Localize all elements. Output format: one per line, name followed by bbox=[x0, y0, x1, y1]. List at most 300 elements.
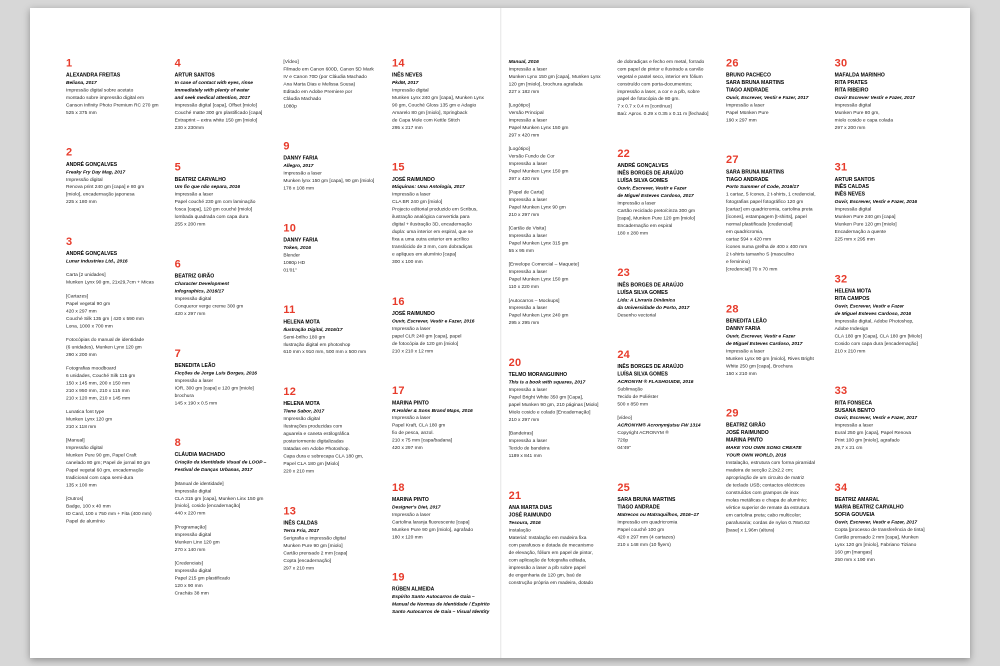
artist-name: BENEDITA LEÃO bbox=[174, 362, 216, 369]
spec-line: apropriação de um circuito de matriz bbox=[726, 475, 805, 481]
spec-line: 297 x 420 mm bbox=[508, 132, 540, 138]
spec-line: 300 x 100 mm bbox=[392, 259, 423, 265]
entry-number: 14 bbox=[392, 56, 405, 69]
entry-number: 16 bbox=[392, 295, 405, 308]
spec-line: 150 x 145 mm, 200 x 150 mm bbox=[66, 380, 131, 386]
spec-line: de fotocópia de 120 gm [miolo] bbox=[392, 340, 459, 347]
spec-line: [vídeo] bbox=[617, 415, 632, 421]
work-title: Festival de Danças Urbanas, 2017 bbox=[174, 467, 253, 473]
spec-line: Tecido de Poliéster bbox=[617, 394, 659, 400]
entry-5 bbox=[175, 162, 277, 228]
entry-number: 7 bbox=[174, 347, 182, 360]
spec-line: 135 x 100 mm bbox=[66, 482, 97, 488]
spec-line: Impressão a laser bbox=[726, 102, 765, 108]
spec-line: construídos com grampos de inox bbox=[726, 490, 799, 496]
spec-line: Impressão a laser bbox=[834, 422, 874, 429]
work-title: In case of contact with eyes, rinse bbox=[174, 80, 253, 86]
spec-line: Blender bbox=[283, 252, 301, 258]
spec-line: 500 x 850 mm bbox=[617, 401, 648, 407]
work-title: Espírito Santo Autocarros de Gaia – bbox=[392, 593, 475, 600]
artist-name: LUÍSA SILVA GOMES bbox=[617, 289, 668, 296]
work-title: Ouvir, Escrever, Vestir e Fazer, 2017 bbox=[834, 519, 918, 525]
spec-line: 180 x 280 mm bbox=[617, 230, 648, 236]
spec-line: Impressão digital bbox=[392, 87, 429, 93]
artist-name: SUSANA BENTO bbox=[834, 407, 875, 414]
spec-line: [ícones], estampagem [t-shirts], papel bbox=[726, 214, 807, 220]
artist-name: DANNY FARIA bbox=[726, 325, 761, 332]
artist-name: INÊS CALDAS bbox=[834, 184, 869, 190]
artist-name: JOSÉ RAIMUNDO bbox=[726, 430, 769, 436]
entry-continuation bbox=[617, 58, 719, 118]
spec-line: 29,7 x 21 cm bbox=[834, 445, 863, 451]
spec-line: Papel Munken Lynx 315 gm bbox=[508, 240, 569, 246]
entry-10 bbox=[283, 223, 385, 274]
spec-line: 1080p HD bbox=[283, 259, 306, 266]
column-1 bbox=[66, 58, 175, 615]
work-title: Santo Autocarros de Gaia – Visual Identity bbox=[392, 608, 490, 615]
entry-number: 12 bbox=[283, 385, 297, 398]
spec-line: Munken Lynx 240 gm [capa], Munken Lynx bbox=[392, 94, 484, 101]
spec-line: Cartolina laranja fluorescente [capa] bbox=[392, 519, 470, 525]
spec-line: 210 x 297 mm bbox=[508, 212, 540, 218]
work-title: Ilustração Digital, 2016/17 bbox=[283, 326, 343, 333]
spec-line: White 250 gm [capa], Brochura bbox=[726, 363, 793, 369]
entry-32 bbox=[835, 274, 937, 355]
spec-line: [Vídeo] bbox=[283, 58, 299, 65]
spec-line: Baú: Aprox. 0.29 x 0.35 x 0.11 m [fechado] bbox=[617, 111, 709, 117]
spec-line: Impressão digital bbox=[174, 531, 212, 538]
spec-line: [miolo], cosido [encadernação] bbox=[174, 503, 241, 509]
spec-line: 720p bbox=[617, 437, 629, 443]
spec-line: [miolo], encadernação japonesa bbox=[66, 191, 135, 198]
artist-name: HELENA MOTA bbox=[834, 288, 872, 294]
spec-line: lombada quadrada com capa dura bbox=[174, 214, 249, 220]
work-title: PkdM, 2017 bbox=[392, 80, 419, 86]
artist-name: TIAGO ANDRADE bbox=[726, 87, 769, 93]
spec-line: Impressão a laser bbox=[508, 117, 548, 123]
entry-25 bbox=[617, 483, 719, 549]
spec-line: Papel couchê 100 gm bbox=[617, 527, 665, 533]
spec-line: Copta [encadernação] bbox=[283, 557, 331, 564]
work-title: Ouvir, Escrever, Vestir e Fazer, 2016 bbox=[834, 199, 918, 205]
artist-name: MARINA PINTO bbox=[726, 437, 763, 443]
artist-name: CLÁUDIA MACHADO bbox=[174, 452, 226, 458]
spec-line: 610 mm x 910 mm, 500 mm x 500 mm bbox=[283, 349, 367, 355]
spec-line: Impressão a laser bbox=[392, 415, 431, 421]
spec-line: Miolo cosido e colado [Encadernação] bbox=[508, 409, 591, 415]
spec-line: 255 x 200 mm bbox=[174, 221, 206, 227]
entry-8 bbox=[175, 438, 277, 597]
work-title: Manual, 2016 bbox=[508, 58, 539, 65]
spec-line: Impressão digital, Adobe Photoshop, bbox=[834, 318, 914, 324]
artist-name: INÊS NEVES bbox=[392, 72, 423, 78]
entry-7 bbox=[175, 348, 277, 407]
spec-line: Papel vegetal 60 gm, encadernação bbox=[66, 467, 144, 473]
spec-line: Impressão a laser bbox=[617, 200, 656, 206]
spec-line: construído com porta-documentos; bbox=[617, 81, 693, 87]
artist-name: MARIA BEATRIZ CARVALHO bbox=[834, 504, 904, 510]
artist-name: JOSÉ RAIMUNDO bbox=[392, 311, 435, 317]
work-title: de Miguel Esteves Cardoso, 2016 bbox=[834, 311, 912, 317]
work-title: Beliana, 2017 bbox=[66, 80, 97, 86]
spec-line: Munken Pure 90 gm [miolo] bbox=[283, 542, 343, 549]
spec-line: Papel Kraft, CLA 180 gm bbox=[392, 422, 446, 429]
entry-19 bbox=[392, 572, 494, 616]
spec-line: vértice superior de remate da estrutura bbox=[726, 505, 810, 511]
spec-line: impressão a laser a p/b sobre papel bbox=[508, 564, 586, 571]
spec-line: Impressão digital bbox=[66, 445, 103, 451]
work-title: Ouvir, Escrever, Vestir e Fazer bbox=[834, 303, 904, 309]
entry-30 bbox=[835, 58, 937, 131]
work-title: Manual de Normas de Identidade / Espírito bbox=[392, 601, 490, 607]
work-title: Lunar Industries Ltd., 2016 bbox=[66, 258, 128, 264]
entry-15 bbox=[392, 162, 494, 265]
spec-line: 2 t-shirts tamanho S (masculino bbox=[726, 251, 795, 257]
spec-line: 440 x 220 mm bbox=[174, 510, 206, 517]
entry-number: 4 bbox=[174, 56, 182, 69]
spec-line: Lona, 1000 x 700 mm bbox=[66, 323, 113, 329]
spec-line: de engenharia de 120 gm, baú de bbox=[508, 572, 582, 578]
spec-line: papel CLR 240 gm [capa], papel bbox=[392, 333, 462, 339]
spec-line: 225 x 180 mm bbox=[66, 199, 97, 205]
artist-name: ANDRÉ GONÇALVES bbox=[66, 161, 118, 168]
artist-name: TIAGO ANDRADE bbox=[726, 176, 769, 183]
entry-number: 22 bbox=[617, 147, 630, 160]
work-title: R.Holder & Sons Brand Maps, 2016 bbox=[392, 407, 473, 414]
artist-name: RITA FONSECA bbox=[834, 400, 873, 406]
artist-name: SOFIA GOUVEIA bbox=[834, 512, 875, 518]
artist-name: SARA BRUNA MARTINS bbox=[617, 497, 676, 503]
spec-line: de dobradiças e fecho em metal, forrado bbox=[617, 58, 705, 65]
entry-number: 10 bbox=[283, 221, 297, 234]
spec-line: Sublimação bbox=[617, 386, 643, 392]
spec-line: 178 x 108 mm bbox=[283, 185, 315, 191]
spec-line: Impressão a laser bbox=[392, 191, 431, 198]
spec-line: tratadas em Adobe Photoshop. bbox=[283, 446, 350, 452]
spec-line: 210 x 210 mm bbox=[834, 348, 866, 354]
entry-23 bbox=[617, 268, 719, 319]
spec-line: 297 x 200 mm bbox=[834, 124, 866, 131]
spec-line: 290 x 200 mm bbox=[66, 351, 97, 358]
spec-line: Impressão digital sobre acetato bbox=[66, 87, 134, 93]
column-5 bbox=[509, 58, 618, 615]
work-title: Ficções de Jorge Luís Borges, 2016 bbox=[174, 370, 257, 376]
spec-line: Ilustração digital em photoshop bbox=[283, 341, 351, 348]
entry-number: 23 bbox=[617, 266, 630, 279]
spec-line: (6 unidades), Munken Lynx 120 gm bbox=[66, 344, 142, 350]
spec-line: 297 x 420 mm bbox=[508, 175, 540, 182]
column-2 bbox=[175, 58, 284, 615]
spec-line: Impressão digital bbox=[66, 176, 103, 183]
spec-line: Papel CLA 180 gm [Miolo] bbox=[283, 461, 340, 467]
spec-line: 145 x 190 x 0.5 mm bbox=[174, 400, 218, 406]
spec-line: Papel Munken Lynx 90 gm bbox=[508, 204, 566, 210]
spec-line: 160 gm [mangas] bbox=[834, 549, 873, 555]
spec-line: [Manual de identidade] bbox=[174, 480, 224, 487]
spec-line: 420 x 297 mm bbox=[66, 308, 97, 314]
entry-number: 17 bbox=[392, 384, 405, 397]
entry-number: 5 bbox=[174, 160, 182, 174]
artist-name: SARA BRUNA MARTINS bbox=[726, 80, 785, 86]
spec-line: [Autocarros – Mockups] bbox=[508, 297, 560, 304]
spec-line: CLA BR 240 gm [miolo] bbox=[392, 199, 443, 205]
work-title: Tiene Sabor, 2017 bbox=[283, 408, 325, 414]
work-title: Um fio que não separa, 2016 bbox=[174, 184, 241, 190]
spec-line: Lunatica font type bbox=[66, 409, 105, 415]
artist-name: MARINA PINTO bbox=[392, 400, 429, 406]
entry-1 bbox=[66, 58, 168, 117]
work-title: Máquinas: Uma Antologia, 2017 bbox=[392, 184, 465, 190]
work-title: Designer's Diet, 2017 bbox=[392, 504, 441, 510]
spec-line: miolo cosido e capa colada bbox=[834, 117, 894, 123]
spec-line: Impressão digital bbox=[174, 567, 212, 574]
spec-line: Impressão digital [capa], Offset [miolo] bbox=[174, 102, 257, 108]
spec-line: Impressão a laser bbox=[508, 438, 548, 444]
artist-name: HELENA MOTA bbox=[283, 319, 320, 325]
entry-number: 34 bbox=[834, 481, 848, 494]
spec-line: Munken Lynx 90 gm, 21x29,7cm + Micas bbox=[66, 279, 154, 286]
spec-line: Papel couché 230 gm com laminação bbox=[174, 199, 256, 205]
spec-line: aguarela e caneta estilográfica bbox=[283, 431, 350, 437]
spec-line: Cartão reciclado preto/cinza 300 gm bbox=[617, 208, 696, 214]
artist-name: HELENA MOTA bbox=[283, 401, 320, 407]
work-title: YOUR OWN WORLD, 2016 bbox=[726, 452, 787, 458]
artist-name: INÊS BORGES DE ARAÚJO bbox=[617, 282, 684, 288]
spec-line: Adobe Indesign bbox=[834, 325, 869, 332]
entry-31 bbox=[835, 162, 937, 243]
spec-line: Cartão prensado 2 mm [capa] bbox=[283, 550, 348, 556]
spec-line: Copyright ACRONYM ® bbox=[617, 430, 669, 436]
artist-name: LUÍSA SILVA GOMES bbox=[617, 178, 668, 184]
artist-name: DANNY FARIA bbox=[283, 237, 318, 243]
spec-line: Projecto editorial produzido em Scribus, bbox=[392, 206, 478, 212]
spec-line: 420 x 297 mm (4 cartazes) bbox=[617, 534, 675, 540]
spec-line: [Bandeiras] bbox=[508, 430, 534, 436]
spec-line: Impressão digital bbox=[834, 102, 872, 108]
artist-name: TIAGO ANDRADE bbox=[617, 504, 660, 510]
entry-11 bbox=[283, 305, 385, 356]
spec-line: construção própria em madeira, dotado bbox=[508, 579, 594, 586]
artist-name: BENEDITA LEÃO bbox=[726, 318, 767, 324]
spec-line: ID Card, 100 x 750 mm + Fita (400 mm) bbox=[66, 511, 152, 517]
spec-line: [Cartão de Visita] bbox=[508, 225, 546, 231]
spec-line: Impressão a laser bbox=[392, 512, 431, 518]
work-title: Criação da Identidade Visual de LOOP – bbox=[174, 459, 267, 465]
work-title: de Miguel Esteves Cardoso, 2017 bbox=[617, 193, 694, 199]
spec-line: com parafusos e dotada de mecanismo bbox=[508, 542, 594, 548]
spec-line: Impressão a laser bbox=[508, 233, 548, 239]
work-title: This is a book with squares, 2017 bbox=[508, 379, 586, 385]
spec-line: canelado 80 gm; Papel de jornal 80 gm bbox=[66, 460, 151, 466]
spec-line: Impressão a laser bbox=[174, 377, 214, 384]
entry-number: 33 bbox=[834, 384, 848, 397]
spec-line: 230 x 230mm bbox=[174, 124, 205, 131]
entry-6 bbox=[175, 259, 277, 318]
work-title: Token, 2016 bbox=[283, 245, 311, 251]
spec-line: 01'01" bbox=[283, 267, 297, 273]
spec-line: IOR, 300 gm [capa] e 120 gm [miolo] bbox=[174, 385, 254, 391]
spec-line: Crachás 38 mm bbox=[174, 590, 209, 596]
spec-line: Print 100 gm [miolo], agrafado bbox=[834, 437, 900, 443]
spec-line: Impressão a laser bbox=[508, 305, 548, 311]
entry-number: 9 bbox=[283, 139, 290, 153]
entry-number: 19 bbox=[392, 570, 405, 583]
spec-line: Papel Munken Lynx 150 gm bbox=[508, 276, 569, 282]
spec-line: [Programação] bbox=[174, 524, 207, 530]
spec-line: Munken Pure 90 gm [miolo], agrafado bbox=[392, 527, 474, 533]
spec-line: Versão Fundo de Cor bbox=[508, 153, 555, 159]
spec-line: [capa], Munken Pure 120 gm [miolo] bbox=[617, 215, 696, 221]
spec-line: [Manual] bbox=[66, 437, 85, 443]
entry-number: 32 bbox=[834, 272, 848, 286]
spec-line: Impressão a laser bbox=[508, 160, 548, 167]
spec-line: [Logótipo] bbox=[508, 146, 530, 152]
spec-line: [credencial] 70 x 70 mm bbox=[726, 266, 778, 272]
work-title: Ouvir, Escrever, Vestir e Fazer bbox=[726, 333, 796, 339]
spec-line: dupla: uma interior em espiral, que se bbox=[392, 229, 474, 235]
entry-number: 29 bbox=[726, 406, 739, 420]
spec-line: CLA 315 gm [capa], Munken Linx 150 gm bbox=[174, 495, 264, 502]
spec-line: Editado em Adobe Premiere por bbox=[283, 88, 353, 95]
artist-name: TELMO MORANGUINHO bbox=[508, 372, 568, 378]
spec-line: de Capa Mole com Kettle Stitch bbox=[392, 117, 460, 123]
spec-line: Encadernação a quente bbox=[834, 229, 887, 235]
spec-line: Papel Munken Lynx 240 gm bbox=[508, 312, 569, 319]
spec-line: Munken Lynx 90 gm [miolo], Rives Bright bbox=[726, 355, 814, 362]
work-title: Infographics, 2016/17 bbox=[174, 288, 224, 294]
artist-name: ARTUR SANTOS bbox=[174, 72, 215, 78]
spec-line: fotografias papel fotográfico 120 gm bbox=[726, 199, 804, 205]
work-title: Tesoura, 2016 bbox=[508, 520, 541, 526]
catalog-spread bbox=[30, 8, 970, 658]
entry-21 bbox=[509, 491, 611, 587]
artist-name: BEATRIZ GIRÃO bbox=[174, 273, 215, 279]
spec-line: Munken lynx 150 gm [capa], 90 gm [miolo] bbox=[283, 178, 375, 184]
spec-line: [Papel de Carta] bbox=[508, 189, 544, 195]
work-title: Matrecos ou Matraquilhos, 2016–17 bbox=[617, 512, 699, 518]
spec-line: Cartão prensado 2 mm [capa], Munken bbox=[834, 534, 919, 540]
artist-name: ANDRÉ GONÇALVES bbox=[617, 163, 669, 169]
work-title: immediately with plenty of water bbox=[174, 87, 250, 93]
entry-12 bbox=[283, 387, 385, 475]
spec-line: Munken Linx 120 gm bbox=[174, 539, 220, 545]
spec-line: Munken Pure 120 gm [miolo] bbox=[834, 221, 897, 227]
spec-line: Capa dura e sobrecapa CLA 180 gm, bbox=[283, 453, 364, 459]
entry-34 bbox=[835, 483, 937, 564]
spec-line: [base] x 1.96m (altura) bbox=[726, 527, 775, 533]
work-title: MAKE YOU OWN SONG CREATE bbox=[726, 445, 802, 451]
spec-line: papel de fotocópia de 80 gm. bbox=[617, 96, 680, 102]
spec-line: Impressão a laser bbox=[508, 387, 548, 393]
spec-line: Couché matte 300 gm plastificado [capa] bbox=[174, 109, 263, 116]
work-title: Ouvir, Escrever, Vestir e Fazer bbox=[617, 185, 687, 191]
entry-17 bbox=[392, 386, 494, 452]
artist-name: MARINA PINTO bbox=[392, 497, 429, 503]
entry-33 bbox=[835, 386, 937, 452]
spec-line: em cartolina preta; cabo multicolor; bbox=[726, 512, 802, 518]
artist-name: INÊS NEVES bbox=[834, 191, 866, 198]
spec-line: 250 mm x 190 mm bbox=[834, 556, 875, 563]
spec-line: [cartaz] em quadricromia, cartolina preta bbox=[726, 206, 813, 212]
spec-line: parafusaria; cordas de nylon 0.78x0.62 bbox=[726, 520, 810, 526]
artist-name: DANNY FARIA bbox=[283, 155, 318, 161]
spec-line: Badge, 100 x 40 mm bbox=[66, 503, 111, 509]
spec-line: Semi-brilho 180 gm bbox=[283, 334, 326, 340]
artist-name: RITA PRATES bbox=[834, 80, 868, 86]
spec-line: papel Munken 90 gm, 210 páginas [Miolo] bbox=[508, 402, 599, 408]
spec-line: Impressão digital bbox=[834, 206, 872, 212]
artist-name: RITA RIBEIRO bbox=[834, 87, 869, 93]
spec-line: Impressão a laser bbox=[392, 325, 431, 332]
spec-line: Desenho vectorial bbox=[617, 312, 657, 318]
artist-name: JOSÉ RAIMUNDO bbox=[392, 176, 435, 183]
spec-line: 295 x 295 mm bbox=[508, 320, 540, 326]
spec-line: CLA 180 gm [Capa], CLA 180 gm [Miolo] bbox=[834, 333, 922, 339]
work-title: Ouvir Escrever Vestir e Fazer, 2017 bbox=[834, 94, 915, 101]
spec-line: Impressão a laser bbox=[508, 66, 548, 72]
spec-line: Munken Pure 80 gm, bbox=[834, 109, 880, 116]
entry-22 bbox=[617, 149, 719, 237]
artist-name: BEATRIZ CARVALHO bbox=[174, 176, 226, 183]
spec-line: Impressão digital bbox=[174, 296, 212, 302]
spec-line: 210 x 120 mm, 210 x 145 mm bbox=[66, 395, 131, 401]
work-title: and seek medical attention, 2017 bbox=[174, 94, 251, 101]
spec-line: posteriormente digitalizadas bbox=[283, 438, 344, 444]
spec-line: 190 x 297 mm bbox=[726, 117, 757, 123]
spec-line: Instalação bbox=[508, 527, 531, 533]
spec-line: 7 x 0.7 x 0.4 m [contínuo] bbox=[617, 103, 672, 110]
spec-line: [Envelope Comercial – Maquete] bbox=[508, 261, 579, 267]
work-title: da Universidade do Porto, 2017 bbox=[617, 304, 690, 311]
spec-line: Amarelo 80 gm [miolo], Springback bbox=[392, 109, 468, 116]
spec-line: 525 x 375 mm bbox=[66, 109, 97, 116]
spec-line: 120 x 90 mm bbox=[174, 582, 203, 589]
artist-name: BEATRIZ GIRÃO bbox=[726, 422, 766, 429]
spec-line: fixa a uma outra exterior em acrílico bbox=[392, 236, 469, 242]
spec-line: Instalação, estrutura com forma piramidal bbox=[726, 460, 816, 466]
artist-name: JOSÉ RAIMUNDO bbox=[508, 512, 552, 518]
work-title: Ouvir, Escrever, Vestir e Fazer, 2017 bbox=[834, 415, 918, 421]
spec-line: com aplicação de fotografia editada, bbox=[508, 557, 587, 563]
artist-name: MAFALDA MARINHO bbox=[834, 72, 885, 78]
spec-line: Canson Infinity Photo Premium RC 270 gm bbox=[66, 102, 159, 108]
entry-number: 30 bbox=[834, 56, 848, 69]
work-title: ACRONYM ® FLASHGUIDE, 2016 bbox=[617, 379, 694, 385]
entry-29 bbox=[726, 408, 828, 534]
spec-line: Fotografias moodboard bbox=[66, 365, 117, 371]
spec-line: Munken Lynx 120 gm bbox=[66, 416, 113, 422]
spec-line: madeira de secção 2.2x2.2 cm; bbox=[726, 467, 794, 473]
spec-line: 1 cartaz, 5 ícones, 2 t-shirts, 1 credencial, bbox=[726, 191, 816, 198]
spec-line: Copta [processo de transferência de tinta] bbox=[834, 527, 925, 533]
work-title: Ouvir, Escrever, Vestir e Fazer, 2017 bbox=[726, 94, 809, 101]
spec-line: 210 x 950 mm, 210 x 115 mm bbox=[66, 388, 130, 394]
spec-line: fosca [capa], 120 gm couché [miolo] bbox=[174, 206, 253, 212]
spec-line: Material: Instalação em madeira fixa bbox=[508, 534, 587, 541]
spec-line: Lynx 120 gm [miolo], Fabriano Tiziano bbox=[834, 542, 917, 548]
spec-line: Impressão a laser bbox=[726, 348, 765, 354]
spec-line: Cosido com capa dura [encadernação] bbox=[834, 340, 918, 347]
entry-9 bbox=[283, 141, 385, 192]
work-title: Ouvir, Escrever, Vestir e Fazer, 2016 bbox=[392, 318, 475, 324]
entry-27 bbox=[726, 155, 828, 273]
spec-line: Papel Münken Pure bbox=[726, 109, 769, 116]
entry-continuation bbox=[283, 58, 385, 110]
spec-line: Encadernação em espiral bbox=[617, 223, 673, 229]
entry-number: 26 bbox=[726, 56, 739, 69]
spec-line: 6 unidades, Couché Silk 115 gm bbox=[66, 373, 136, 379]
spec-line: 04'49" bbox=[617, 445, 631, 451]
